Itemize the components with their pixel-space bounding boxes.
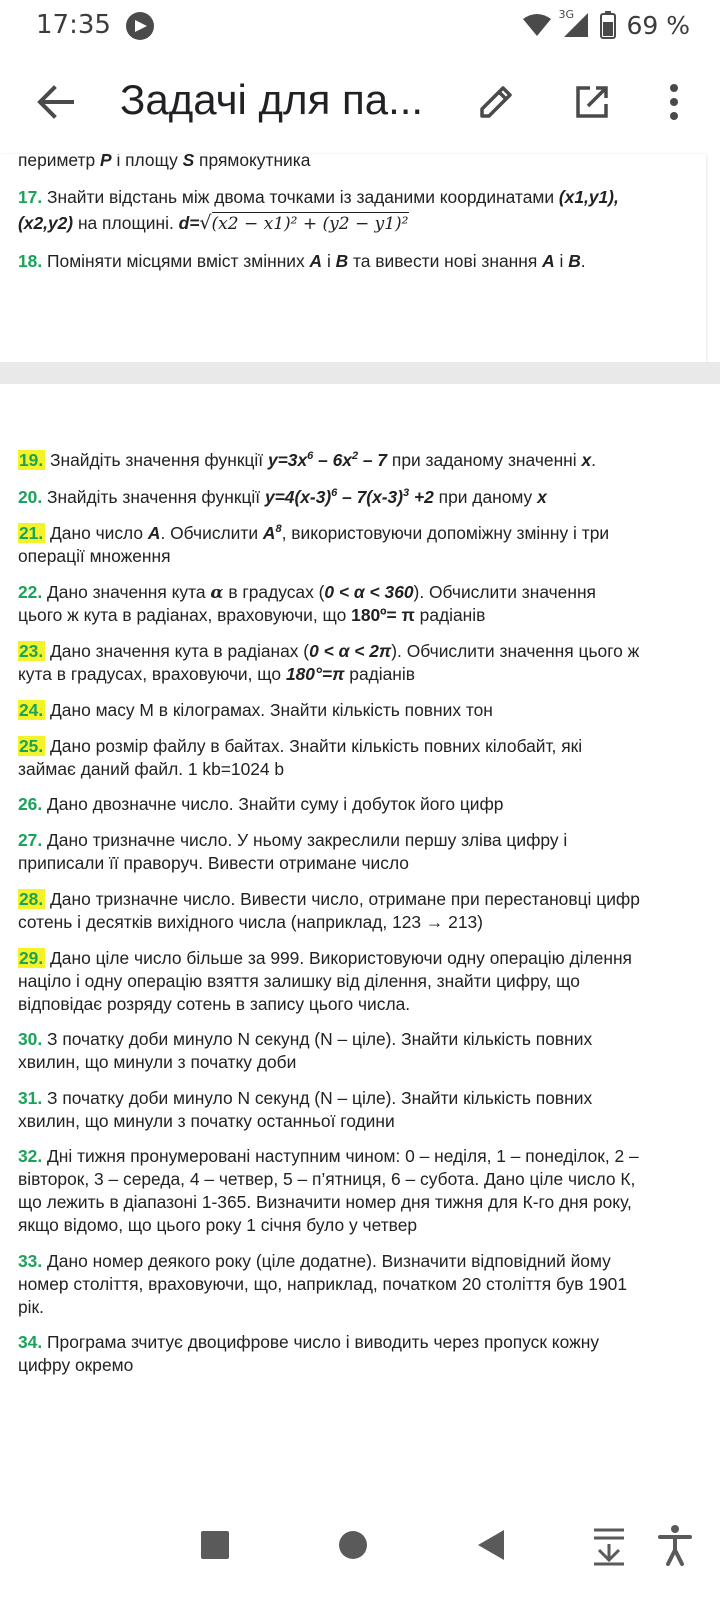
task-32-line-3 (18, 1191, 706, 1214)
task-text: Дано двозначне число. Знайти суму і добуток його цифр (42, 794, 504, 814)
task-number-highlighted: 28. (19, 889, 44, 909)
home-circle-icon (328, 1520, 378, 1570)
task-29 (18, 947, 706, 970)
task-16-tail (18, 154, 706, 172)
task-29-line-3 (18, 993, 706, 1016)
task-18 (18, 250, 706, 273)
task-text: Знайти відстань між двома точками із заданими координатами (42, 187, 559, 207)
task-number: 30. (18, 1029, 43, 1049)
var: B (568, 251, 581, 271)
exponent: 6 (307, 450, 314, 463)
task-27-line-2 (18, 852, 706, 875)
app-notification-icon (126, 12, 154, 40)
recents-button[interactable] (190, 1520, 240, 1570)
downloads-icon (584, 1520, 634, 1570)
task-text: Дано номер деякого року (ціле додатне). Визначити відповідний йому (42, 1251, 611, 1271)
exponent: 6 (331, 487, 338, 500)
formula: 0 < α < 2π (309, 641, 392, 661)
task-number-highlighted: 21. (19, 523, 44, 543)
distance-formula: (x2 − x1)² + (y2 − y1)² (211, 214, 409, 234)
task-text: Дні тижня пронумеровані наступним чином: 0 – неділя, 1 – понеділок, 2 – (42, 1146, 639, 1166)
task-28 (18, 888, 706, 911)
task-text: цифру окремо (18, 1355, 134, 1375)
document-page-2 (0, 384, 706, 1494)
var: α (210, 583, 224, 603)
task-text: Дано число (45, 523, 148, 543)
task-text: Поміняти місцями вміст змінних (42, 251, 310, 271)
nav-back-button[interactable] (466, 1520, 516, 1570)
task-23 (18, 640, 706, 663)
task-19 (18, 449, 706, 472)
task-34 (18, 1331, 706, 1354)
task-30 (18, 1028, 706, 1051)
formula: – 7 (358, 450, 388, 470)
battery-percent: 69 % (626, 10, 690, 40)
task-text: Дано тризначне число. Вивести число, отримане при перестановці цифр (45, 889, 640, 909)
task-22 (18, 581, 706, 605)
task-31 (18, 1087, 706, 1110)
formula: 180º= π (351, 605, 415, 625)
formula: y=4(x-3) (264, 487, 332, 507)
task-text: націло і одну операцію взяття залишку від ділення, знайти цифру, що (18, 971, 580, 991)
task-number: 26. (18, 794, 43, 814)
var: B (335, 251, 349, 271)
task-text: Дано масу М в кілограмах. Знайти кількість повних тон (45, 700, 493, 720)
task-text: кута в градусах, враховуючи, що (18, 664, 286, 684)
task-text: Знайдіть значення функції (42, 487, 265, 507)
task-21-line-2 (18, 545, 706, 568)
formula: – 7(x-3) (337, 487, 404, 507)
task-33 (18, 1250, 706, 1273)
var: x (537, 487, 547, 507)
document-page-1 (0, 154, 706, 362)
task-text: хвилин, що минули з початку останньої години (18, 1111, 395, 1131)
sqrt-symbol: √ (199, 212, 212, 234)
system-nav-bar (0, 1494, 720, 1600)
task-text: при заданому значенні (387, 450, 582, 470)
task-text: радіанів (344, 664, 416, 684)
task-text: що лежить в діапазоні 1-365. Визначити номер дня тижня для К-го дня року, (18, 1192, 632, 1212)
formula: 0 < α < 360 (324, 582, 414, 602)
status-icons (522, 8, 690, 42)
var: A (309, 251, 323, 271)
task-32-line-2 (18, 1168, 706, 1191)
task-text: відповідає розряду сотень в запису цього числа. (18, 994, 411, 1014)
task-text: Знайдіть значення функції (45, 450, 268, 470)
task-text: якщо відомо, що цього року 1 січня було у четвер (18, 1215, 418, 1235)
wifi-icon (522, 13, 552, 37)
coord: (x2,y2) (18, 213, 74, 233)
task-text: займає даний файл. 1 kb=1024 b (18, 759, 285, 779)
task-text: Програма зчитує двоцифрове число і виводить через пропуск кожну (42, 1332, 600, 1352)
task-number-highlighted: 25. (19, 736, 44, 756)
coord: (x1,y1), (558, 187, 619, 207)
var: A (262, 523, 276, 543)
task-34-line-2 (18, 1354, 706, 1377)
text: прямокутника (194, 154, 311, 170)
task-text: З початку доби минуло N секунд (N – ціле). Знайти кількість повних (42, 1088, 593, 1108)
task-text: операції множення (18, 546, 171, 566)
task-number: 32. (18, 1146, 43, 1166)
formula: 180°=π (285, 664, 345, 684)
home-button[interactable] (328, 1520, 378, 1570)
formula: y=3x (267, 450, 308, 470)
task-number: 20. (18, 487, 43, 507)
task-17-line-2 (18, 212, 706, 236)
task-text: . Обчислити (160, 523, 263, 543)
var: x (581, 450, 592, 470)
task-25 (18, 735, 706, 758)
task-20 (18, 486, 706, 509)
task-text: сотень і десятків вихідного числа (наприклад, 123 → 213) (18, 912, 483, 932)
task-23-line-2 (18, 663, 706, 686)
task-text: цього ж кута в радіанах, враховуючи, що (18, 605, 352, 625)
task-text: Дано ціле число більше за 999. Використовуючи одну операцію ділення (45, 948, 632, 968)
task-number-highlighted: 24. (19, 700, 44, 720)
task-number-highlighted: 19. (19, 450, 44, 470)
more-options-button[interactable] (654, 76, 694, 128)
recents-square-icon (190, 1520, 240, 1570)
network-type-label: 3G (558, 8, 575, 21)
var-S: S (182, 154, 195, 170)
task-30-line-2 (18, 1051, 706, 1074)
var: A (147, 523, 161, 543)
task-28-line-2 (18, 911, 706, 934)
task-22-line-2 (18, 604, 706, 627)
accessibility-icon (650, 1520, 700, 1570)
text: і (554, 251, 569, 271)
formula-label: d= (178, 213, 200, 233)
text: периметр (18, 154, 100, 170)
task-text: рік. (18, 1297, 44, 1317)
var-P: P (100, 154, 112, 170)
task-number-highlighted: 29. (19, 948, 44, 968)
back-arrow-icon (28, 74, 84, 130)
task-21 (18, 522, 706, 545)
task-29-line-2 (18, 970, 706, 993)
task-25-line-2 (18, 758, 706, 781)
exponent: 2 (351, 450, 359, 463)
task-33-line-2 (18, 1273, 706, 1296)
task-number: 33. (18, 1251, 43, 1271)
task-text: вівторок, 3 – середа, 4 – четвер, 5 – п’ятниця, 6 – субота. Дано ціле число К, (18, 1169, 636, 1189)
edit-pencil-icon (470, 76, 522, 128)
edit-button[interactable] (470, 76, 522, 128)
text: і площу (111, 154, 183, 170)
open-external-icon (566, 76, 618, 128)
formula: +2 (409, 487, 434, 507)
task-text: , використовуючи допоміжну змінну і три (281, 523, 610, 543)
task-number: 27. (18, 830, 43, 850)
task-32 (18, 1145, 706, 1168)
status-time: 17:35 (36, 10, 111, 40)
task-24 (18, 699, 706, 722)
task-number: 17. (18, 187, 43, 207)
task-text: Дано значення кута в радіанах ( (45, 641, 310, 661)
accessibility-button[interactable] (650, 1520, 700, 1570)
var: A (542, 251, 555, 271)
app-bar (0, 50, 720, 154)
text: . (591, 450, 596, 470)
text: і (322, 251, 336, 271)
task-text: Дано тризначне число. У ньому закреслили першу зліва цифру і (42, 830, 568, 850)
formula: – 6x (313, 450, 352, 470)
task-text: при даному (433, 487, 538, 507)
task-33-line-3 (18, 1296, 706, 1319)
downloads-button[interactable] (584, 1520, 634, 1570)
task-number: 18. (18, 251, 43, 271)
exponent: 8 (275, 523, 282, 536)
task-17 (18, 186, 706, 209)
task-text: Дано розмір файлу в байтах. Знайти кількість повних кілобайт, які (45, 736, 583, 756)
more-vert-icon (654, 76, 694, 128)
back-button[interactable] (28, 74, 84, 130)
text: . (580, 251, 586, 271)
status-bar (0, 0, 720, 50)
task-text: в градусах ( (223, 582, 325, 602)
back-triangle-icon (466, 1520, 516, 1570)
task-text: на площині. (73, 213, 179, 233)
cell-signal-icon (558, 8, 590, 38)
task-text: та вивести нові знання (348, 251, 543, 271)
task-number: 34. (18, 1332, 43, 1352)
task-text: приписали її праворуч. Вивести отримане число (18, 853, 409, 873)
exponent: 3 (403, 487, 410, 500)
open-external-button[interactable] (566, 76, 618, 128)
task-text: ). Обчислити значення (413, 582, 596, 602)
task-text: радіанів (414, 605, 486, 625)
task-26 (18, 793, 706, 816)
task-text: номер століття, враховуючи, що, наприклад, початком 20 століття був 1901 (18, 1274, 627, 1294)
task-number: 22. (18, 582, 43, 602)
task-number: 31. (18, 1088, 43, 1108)
task-31-line-2 (18, 1110, 706, 1133)
task-text: З початку доби минуло N секунд (N – ціле). Знайти кількість повних (42, 1029, 593, 1049)
task-text: ). Обчислити значення цього ж (391, 641, 640, 661)
task-text: Дано значення кута (42, 582, 211, 602)
task-27 (18, 829, 706, 852)
task-32-line-4 (18, 1214, 706, 1237)
document-title: Задачі для па... (120, 76, 424, 123)
page-separator (0, 362, 720, 384)
battery-icon (600, 11, 616, 39)
task-number-highlighted: 23. (19, 641, 44, 661)
task-text: хвилин, що минули з початку доби (18, 1052, 297, 1072)
